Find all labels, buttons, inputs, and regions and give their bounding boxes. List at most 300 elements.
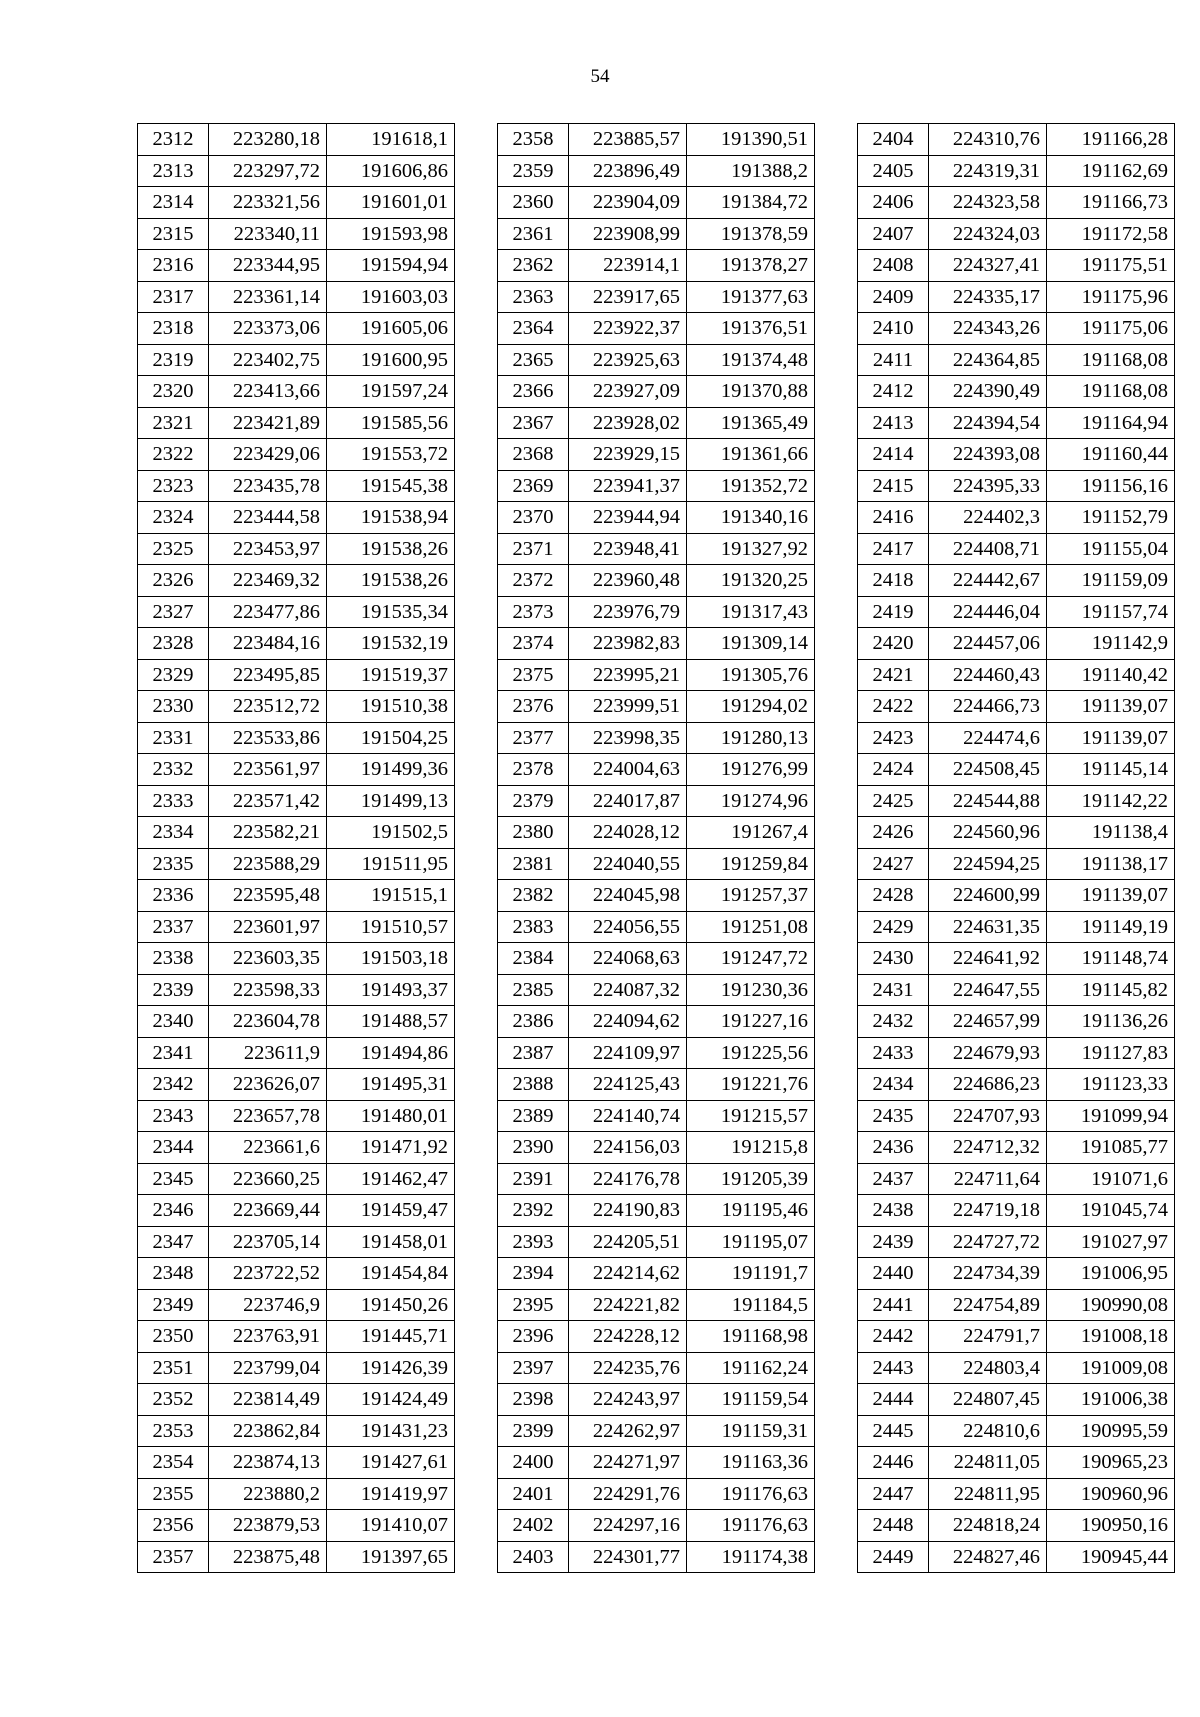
- point-number-cell: 2334: [138, 817, 209, 849]
- x-coordinate-cell: 223880,2: [209, 1478, 327, 1510]
- table-row: [858, 596, 1175, 628]
- table-row: [498, 1258, 815, 1290]
- table-row: [858, 848, 1175, 880]
- table-row: [138, 1132, 455, 1164]
- x-coordinate-cell: 223588,29: [209, 848, 327, 880]
- point-number-cell: 2366: [498, 376, 569, 408]
- point-number-cell: 2336: [138, 880, 209, 912]
- table-row: [858, 187, 1175, 219]
- table-row: [498, 1541, 815, 1573]
- table-row: [138, 911, 455, 943]
- point-number-cell: 2401: [498, 1478, 569, 1510]
- x-coordinate-cell: 224221,82: [569, 1289, 687, 1321]
- point-number-cell: 2427: [858, 848, 929, 880]
- table-row: [498, 1384, 815, 1416]
- y-coordinate-cell: 191195,46: [687, 1195, 815, 1227]
- x-coordinate-cell: 223896,49: [569, 155, 687, 187]
- x-coordinate-cell: 223927,09: [569, 376, 687, 408]
- table-row: [498, 817, 815, 849]
- point-number-cell: 2438: [858, 1195, 929, 1227]
- point-number-cell: 2314: [138, 187, 209, 219]
- point-number-cell: 2432: [858, 1006, 929, 1038]
- coordinates-table-2: [497, 123, 815, 1573]
- table-row: [498, 439, 815, 471]
- x-coordinate-cell: 224811,95: [929, 1478, 1047, 1510]
- y-coordinate-cell: 191162,69: [1047, 155, 1175, 187]
- y-coordinate-cell: 191274,96: [687, 785, 815, 817]
- point-number-cell: 2323: [138, 470, 209, 502]
- y-coordinate-cell: 191168,08: [1047, 376, 1175, 408]
- table-row: [138, 974, 455, 1006]
- y-coordinate-cell: 191538,26: [327, 533, 455, 565]
- point-number-cell: 2394: [498, 1258, 569, 1290]
- x-coordinate-cell: 223595,48: [209, 880, 327, 912]
- point-number-cell: 2330: [138, 691, 209, 723]
- table-body: [858, 124, 1175, 1573]
- table-row: [498, 1415, 815, 1447]
- point-number-cell: 2396: [498, 1321, 569, 1353]
- y-coordinate-cell: 191327,92: [687, 533, 815, 565]
- point-number-cell: 2445: [858, 1415, 929, 1447]
- x-coordinate-cell: 224647,55: [929, 974, 1047, 1006]
- point-number-cell: 2400: [498, 1447, 569, 1479]
- y-coordinate-cell: 191538,26: [327, 565, 455, 597]
- y-coordinate-cell: 190945,44: [1047, 1541, 1175, 1573]
- point-number-cell: 2320: [138, 376, 209, 408]
- table-row: [138, 155, 455, 187]
- table-row: [138, 1006, 455, 1038]
- x-coordinate-cell: 223814,49: [209, 1384, 327, 1416]
- point-number-cell: 2315: [138, 218, 209, 250]
- table-row: [498, 344, 815, 376]
- point-number-cell: 2395: [498, 1289, 569, 1321]
- x-coordinate-cell: 224156,03: [569, 1132, 687, 1164]
- point-number-cell: 2337: [138, 911, 209, 943]
- table-row: [858, 124, 1175, 156]
- x-coordinate-cell: 224140,74: [569, 1100, 687, 1132]
- x-coordinate-cell: 224297,16: [569, 1510, 687, 1542]
- x-coordinate-cell: 224004,63: [569, 754, 687, 786]
- y-coordinate-cell: 191276,99: [687, 754, 815, 786]
- y-coordinate-cell: 191495,31: [327, 1069, 455, 1101]
- y-coordinate-cell: 191597,24: [327, 376, 455, 408]
- point-number-cell: 2352: [138, 1384, 209, 1416]
- x-coordinate-cell: 224811,05: [929, 1447, 1047, 1479]
- x-coordinate-cell: 223402,75: [209, 344, 327, 376]
- y-coordinate-cell: 191215,57: [687, 1100, 815, 1132]
- x-coordinate-cell: 224827,46: [929, 1541, 1047, 1573]
- table-row: [138, 313, 455, 345]
- table-row: [138, 1510, 455, 1542]
- y-coordinate-cell: 191305,76: [687, 659, 815, 691]
- point-number-cell: 2344: [138, 1132, 209, 1164]
- x-coordinate-cell: 224394,54: [929, 407, 1047, 439]
- table-row: [858, 1006, 1175, 1038]
- y-coordinate-cell: 191099,94: [1047, 1100, 1175, 1132]
- table-row: [138, 628, 455, 660]
- x-coordinate-cell: 224442,67: [929, 565, 1047, 597]
- y-coordinate-cell: 190995,59: [1047, 1415, 1175, 1447]
- table-row: [138, 533, 455, 565]
- table-row: [498, 281, 815, 313]
- point-number-cell: 2345: [138, 1163, 209, 1195]
- point-number-cell: 2397: [498, 1352, 569, 1384]
- x-coordinate-cell: 223604,78: [209, 1006, 327, 1038]
- x-coordinate-cell: 224508,45: [929, 754, 1047, 786]
- y-coordinate-cell: 191365,49: [687, 407, 815, 439]
- table-row: [498, 187, 815, 219]
- x-coordinate-cell: 224807,45: [929, 1384, 1047, 1416]
- point-number-cell: 2406: [858, 187, 929, 219]
- table-row: [858, 1069, 1175, 1101]
- y-coordinate-cell: 191157,74: [1047, 596, 1175, 628]
- coordinates-table-3: [857, 123, 1175, 1573]
- point-number-cell: 2316: [138, 250, 209, 282]
- x-coordinate-cell: 223435,78: [209, 470, 327, 502]
- x-coordinate-cell: 223453,97: [209, 533, 327, 565]
- table-row: [138, 281, 455, 313]
- table-row: [858, 1352, 1175, 1384]
- table-row: [138, 1163, 455, 1195]
- table-row: [498, 533, 815, 565]
- y-coordinate-cell: 191148,74: [1047, 943, 1175, 975]
- table-row: [858, 250, 1175, 282]
- x-coordinate-cell: 224390,49: [929, 376, 1047, 408]
- point-number-cell: 2349: [138, 1289, 209, 1321]
- table-row: [858, 1415, 1175, 1447]
- x-coordinate-cell: 223626,07: [209, 1069, 327, 1101]
- table-row: [138, 817, 455, 849]
- point-number-cell: 2319: [138, 344, 209, 376]
- point-number-cell: 2425: [858, 785, 929, 817]
- point-number-cell: 2362: [498, 250, 569, 282]
- table-row: [138, 250, 455, 282]
- table-row: [858, 943, 1175, 975]
- point-number-cell: 2355: [138, 1478, 209, 1510]
- table-row: [498, 1132, 815, 1164]
- point-number-cell: 2439: [858, 1226, 929, 1258]
- point-number-cell: 2372: [498, 565, 569, 597]
- page-number: 54: [590, 66, 610, 87]
- table-row: [498, 1163, 815, 1195]
- table-row: [858, 439, 1175, 471]
- y-coordinate-cell: 191593,98: [327, 218, 455, 250]
- point-number-cell: 2332: [138, 754, 209, 786]
- point-number-cell: 2422: [858, 691, 929, 723]
- y-coordinate-cell: 191340,16: [687, 502, 815, 534]
- x-coordinate-cell: 223885,57: [569, 124, 687, 156]
- y-coordinate-cell: 191511,95: [327, 848, 455, 880]
- point-number-cell: 2326: [138, 565, 209, 597]
- y-coordinate-cell: 191370,88: [687, 376, 815, 408]
- point-number-cell: 2421: [858, 659, 929, 691]
- point-number-cell: 2381: [498, 848, 569, 880]
- table-row: [858, 1478, 1175, 1510]
- point-number-cell: 2324: [138, 502, 209, 534]
- table-row: [858, 974, 1175, 1006]
- y-coordinate-cell: 191545,38: [327, 470, 455, 502]
- table-row: [498, 911, 815, 943]
- table-row: [138, 754, 455, 786]
- table-row: [858, 722, 1175, 754]
- table-row: [858, 313, 1175, 345]
- table-row: [498, 376, 815, 408]
- x-coordinate-cell: 224395,33: [929, 470, 1047, 502]
- y-coordinate-cell: 191361,66: [687, 439, 815, 471]
- point-number-cell: 2375: [498, 659, 569, 691]
- x-coordinate-cell: 223444,58: [209, 502, 327, 534]
- y-coordinate-cell: 191163,36: [687, 1447, 815, 1479]
- x-coordinate-cell: 223929,15: [569, 439, 687, 471]
- y-coordinate-cell: 191535,34: [327, 596, 455, 628]
- x-coordinate-cell: 224228,12: [569, 1321, 687, 1353]
- y-coordinate-cell: 191168,08: [1047, 344, 1175, 376]
- y-coordinate-cell: 191320,25: [687, 565, 815, 597]
- point-number-cell: 2393: [498, 1226, 569, 1258]
- y-coordinate-cell: 190950,16: [1047, 1510, 1175, 1542]
- point-number-cell: 2404: [858, 124, 929, 156]
- x-coordinate-cell: 224319,31: [929, 155, 1047, 187]
- y-coordinate-cell: 191006,95: [1047, 1258, 1175, 1290]
- table-row: [498, 722, 815, 754]
- y-coordinate-cell: 191172,58: [1047, 218, 1175, 250]
- table-row: [498, 1226, 815, 1258]
- y-coordinate-cell: 191155,04: [1047, 533, 1175, 565]
- point-number-cell: 2331: [138, 722, 209, 754]
- point-number-cell: 2414: [858, 439, 929, 471]
- y-coordinate-cell: 191424,49: [327, 1384, 455, 1416]
- table-row: [858, 1132, 1175, 1164]
- x-coordinate-cell: 224446,04: [929, 596, 1047, 628]
- point-number-cell: 2442: [858, 1321, 929, 1353]
- x-coordinate-cell: 224068,63: [569, 943, 687, 975]
- x-coordinate-cell: 224679,93: [929, 1037, 1047, 1069]
- table-row: [858, 344, 1175, 376]
- y-coordinate-cell: 191280,13: [687, 722, 815, 754]
- y-coordinate-cell: 191176,63: [687, 1510, 815, 1542]
- table-row: [858, 1195, 1175, 1227]
- table-row: [858, 1226, 1175, 1258]
- table-row: [858, 376, 1175, 408]
- table-row: [858, 1541, 1175, 1573]
- point-number-cell: 2339: [138, 974, 209, 1006]
- x-coordinate-cell: 224243,97: [569, 1384, 687, 1416]
- point-number-cell: 2376: [498, 691, 569, 723]
- y-coordinate-cell: 191532,19: [327, 628, 455, 660]
- x-coordinate-cell: 223944,94: [569, 502, 687, 534]
- table-row: [138, 943, 455, 975]
- point-number-cell: 2356: [138, 1510, 209, 1542]
- x-coordinate-cell: 224408,71: [929, 533, 1047, 565]
- y-coordinate-cell: 191618,1: [327, 124, 455, 156]
- x-coordinate-cell: 224818,24: [929, 1510, 1047, 1542]
- x-coordinate-cell: 224712,32: [929, 1132, 1047, 1164]
- y-coordinate-cell: 191374,48: [687, 344, 815, 376]
- y-coordinate-cell: 191397,65: [327, 1541, 455, 1573]
- y-coordinate-cell: 191390,51: [687, 124, 815, 156]
- point-number-cell: 2390: [498, 1132, 569, 1164]
- x-coordinate-cell: 223976,79: [569, 596, 687, 628]
- y-coordinate-cell: 191159,09: [1047, 565, 1175, 597]
- point-number-cell: 2363: [498, 281, 569, 313]
- table-row: [498, 218, 815, 250]
- y-coordinate-cell: 191267,4: [687, 817, 815, 849]
- table-row: [858, 1100, 1175, 1132]
- point-number-cell: 2440: [858, 1258, 929, 1290]
- table-row: [858, 1510, 1175, 1542]
- y-coordinate-cell: 191471,92: [327, 1132, 455, 1164]
- y-coordinate-cell: 191221,76: [687, 1069, 815, 1101]
- point-number-cell: 2373: [498, 596, 569, 628]
- table-row: [138, 187, 455, 219]
- table-row: [498, 848, 815, 880]
- point-number-cell: 2382: [498, 880, 569, 912]
- y-coordinate-cell: 191480,01: [327, 1100, 455, 1132]
- table-row: [498, 155, 815, 187]
- x-coordinate-cell: 224711,64: [929, 1163, 1047, 1195]
- y-coordinate-cell: 191426,39: [327, 1352, 455, 1384]
- table-row: [858, 1037, 1175, 1069]
- table-row: [858, 1258, 1175, 1290]
- x-coordinate-cell: 224594,25: [929, 848, 1047, 880]
- table-row: [498, 1289, 815, 1321]
- table-row: [858, 1447, 1175, 1479]
- table-row: [138, 1541, 455, 1573]
- table-row: [498, 313, 815, 345]
- point-number-cell: 2360: [498, 187, 569, 219]
- point-number-cell: 2329: [138, 659, 209, 691]
- x-coordinate-cell: 224810,6: [929, 1415, 1047, 1447]
- table-row: [498, 974, 815, 1006]
- x-coordinate-cell: 224094,62: [569, 1006, 687, 1038]
- x-coordinate-cell: 224301,77: [569, 1541, 687, 1573]
- x-coordinate-cell: 223922,37: [569, 313, 687, 345]
- point-number-cell: 2408: [858, 250, 929, 282]
- point-number-cell: 2409: [858, 281, 929, 313]
- table-row: [498, 628, 815, 660]
- point-number-cell: 2364: [498, 313, 569, 345]
- table-row: [858, 1163, 1175, 1195]
- x-coordinate-cell: 223297,72: [209, 155, 327, 187]
- x-coordinate-cell: 223879,53: [209, 1510, 327, 1542]
- point-number-cell: 2328: [138, 628, 209, 660]
- y-coordinate-cell: 191377,63: [687, 281, 815, 313]
- table-row: [138, 1478, 455, 1510]
- point-number-cell: 2383: [498, 911, 569, 943]
- y-coordinate-cell: 191384,72: [687, 187, 815, 219]
- y-coordinate-cell: 191600,95: [327, 344, 455, 376]
- point-number-cell: 2437: [858, 1163, 929, 1195]
- table-row: [138, 1100, 455, 1132]
- point-number-cell: 2412: [858, 376, 929, 408]
- y-coordinate-cell: 191494,86: [327, 1037, 455, 1069]
- point-number-cell: 2351: [138, 1352, 209, 1384]
- y-coordinate-cell: 191431,23: [327, 1415, 455, 1447]
- point-number-cell: 2335: [138, 848, 209, 880]
- x-coordinate-cell: 224686,23: [929, 1069, 1047, 1101]
- table-row: [858, 565, 1175, 597]
- x-coordinate-cell: 224364,85: [929, 344, 1047, 376]
- x-coordinate-cell: 223995,21: [569, 659, 687, 691]
- table-row: [138, 502, 455, 534]
- point-number-cell: 2377: [498, 722, 569, 754]
- point-number-cell: 2380: [498, 817, 569, 849]
- point-number-cell: 2430: [858, 943, 929, 975]
- table-row: [138, 1226, 455, 1258]
- x-coordinate-cell: 223941,37: [569, 470, 687, 502]
- point-number-cell: 2426: [858, 817, 929, 849]
- x-coordinate-cell: 223875,48: [209, 1541, 327, 1573]
- x-coordinate-cell: 223603,35: [209, 943, 327, 975]
- point-number-cell: 2416: [858, 502, 929, 534]
- table-row: [498, 659, 815, 691]
- y-coordinate-cell: 191159,31: [687, 1415, 815, 1447]
- point-number-cell: 2407: [858, 218, 929, 250]
- table-row: [498, 1069, 815, 1101]
- y-coordinate-cell: 191510,38: [327, 691, 455, 723]
- point-number-cell: 2374: [498, 628, 569, 660]
- table-row: [138, 596, 455, 628]
- y-coordinate-cell: 190990,08: [1047, 1289, 1175, 1321]
- table-row: [138, 1258, 455, 1290]
- point-number-cell: 2385: [498, 974, 569, 1006]
- y-coordinate-cell: 191184,5: [687, 1289, 815, 1321]
- x-coordinate-cell: 224474,6: [929, 722, 1047, 754]
- table-row: [498, 502, 815, 534]
- point-number-cell: 2392: [498, 1195, 569, 1227]
- point-number-cell: 2338: [138, 943, 209, 975]
- table-row: [858, 1384, 1175, 1416]
- x-coordinate-cell: 223340,11: [209, 218, 327, 250]
- table-row: [138, 722, 455, 754]
- y-coordinate-cell: 190960,96: [1047, 1478, 1175, 1510]
- x-coordinate-cell: 224040,55: [569, 848, 687, 880]
- table-row: [498, 1037, 815, 1069]
- x-coordinate-cell: 223925,63: [569, 344, 687, 376]
- table-row: [858, 1289, 1175, 1321]
- x-coordinate-cell: 224028,12: [569, 817, 687, 849]
- table-row: [138, 880, 455, 912]
- table-row: [858, 628, 1175, 660]
- y-coordinate-cell: 191606,86: [327, 155, 455, 187]
- y-coordinate-cell: 191499,36: [327, 754, 455, 786]
- point-number-cell: 2350: [138, 1321, 209, 1353]
- point-number-cell: 2343: [138, 1100, 209, 1132]
- table-row: [138, 376, 455, 408]
- x-coordinate-cell: 224457,06: [929, 628, 1047, 660]
- point-number-cell: 2428: [858, 880, 929, 912]
- table-row: [138, 407, 455, 439]
- table-row: [138, 785, 455, 817]
- y-coordinate-cell: 191160,44: [1047, 439, 1175, 471]
- x-coordinate-cell: 224466,73: [929, 691, 1047, 723]
- point-number-cell: 2365: [498, 344, 569, 376]
- y-coordinate-cell: 191515,1: [327, 880, 455, 912]
- point-number-cell: 2361: [498, 218, 569, 250]
- x-coordinate-cell: 224600,99: [929, 880, 1047, 912]
- point-number-cell: 2341: [138, 1037, 209, 1069]
- y-coordinate-cell: 191257,37: [687, 880, 815, 912]
- x-coordinate-cell: 223561,97: [209, 754, 327, 786]
- point-number-cell: 2410: [858, 313, 929, 345]
- y-coordinate-cell: 191138,17: [1047, 848, 1175, 880]
- x-coordinate-cell: 223361,14: [209, 281, 327, 313]
- y-coordinate-cell: 191142,22: [1047, 785, 1175, 817]
- table-row: [138, 1037, 455, 1069]
- table-row: [858, 533, 1175, 565]
- y-coordinate-cell: 191450,26: [327, 1289, 455, 1321]
- table-row: [858, 817, 1175, 849]
